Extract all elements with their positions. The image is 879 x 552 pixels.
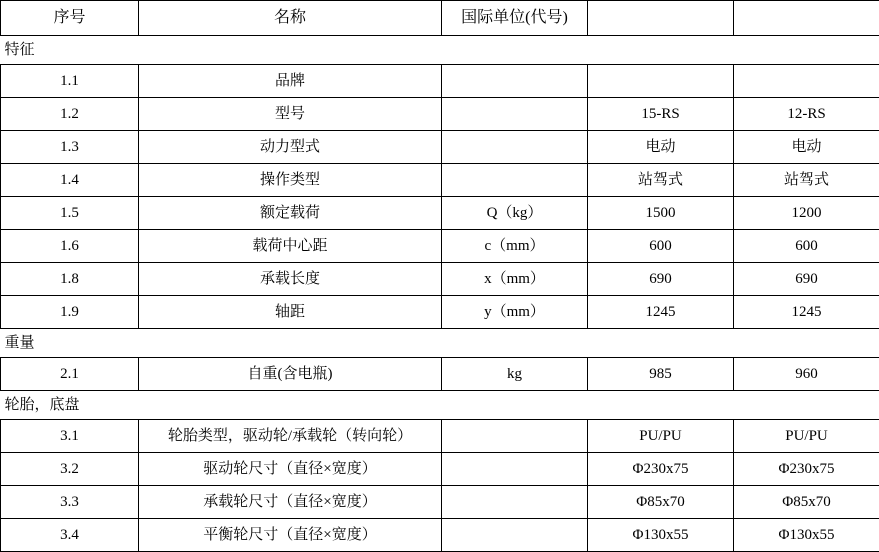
row-no: 3.2 — [1, 453, 139, 486]
row-unit: c（mm） — [442, 230, 588, 263]
row-value-1 — [588, 65, 734, 98]
row-name: 平衡轮尺寸（直径×宽度） — [139, 519, 442, 552]
row-value-1: 690 — [588, 263, 734, 296]
row-unit — [442, 98, 588, 131]
row-value-2: 960 — [734, 358, 879, 391]
row-unit — [442, 453, 588, 486]
row-no: 1.5 — [1, 197, 139, 230]
row-no: 1.8 — [1, 263, 139, 296]
row-no: 1.1 — [1, 65, 139, 98]
row-name: 品牌 — [139, 65, 442, 98]
row-name: 载荷中心距 — [139, 230, 442, 263]
row-name: 承载长度 — [139, 263, 442, 296]
row-no: 3.4 — [1, 519, 139, 552]
row-unit: y（mm） — [442, 296, 588, 329]
row-name: 自重(含电瓶) — [139, 358, 442, 391]
section-label-features: 特征 — [1, 36, 879, 65]
table-row — [1, 453, 879, 486]
row-value-1: 985 — [588, 358, 734, 391]
row-value-1: Φ130x55 — [588, 519, 734, 552]
section-heading-row — [1, 36, 879, 65]
column-header-unit: 国际单位(代号) — [442, 1, 588, 36]
row-unit — [442, 65, 588, 98]
row-no: 1.3 — [1, 131, 139, 164]
table-row — [1, 519, 879, 552]
table-row — [1, 296, 879, 329]
column-header-no: 序号 — [1, 1, 139, 36]
row-value-1: 1245 — [588, 296, 734, 329]
row-value-2: 1200 — [734, 197, 879, 230]
section-label-weight: 重量 — [1, 329, 879, 358]
row-no: 3.1 — [1, 420, 139, 453]
row-value-2 — [734, 65, 879, 98]
row-unit: Q（kg） — [442, 197, 588, 230]
row-name: 承载轮尺寸（直径×宽度） — [139, 486, 442, 519]
row-value-1: 15-RS — [588, 98, 734, 131]
row-value-1: 站驾式 — [588, 164, 734, 197]
row-unit: kg — [442, 358, 588, 391]
row-name: 动力型式 — [139, 131, 442, 164]
table-row — [1, 197, 879, 230]
row-name: 轮胎类型，驱动轮/承载轮（转向轮） — [139, 420, 442, 453]
row-value-2: 600 — [734, 230, 879, 263]
row-no: 3.3 — [1, 486, 139, 519]
row-value-2: 站驾式 — [734, 164, 879, 197]
table-row — [1, 358, 879, 391]
row-value-1: 1500 — [588, 197, 734, 230]
section-heading-row — [1, 391, 879, 420]
row-no: 1.9 — [1, 296, 139, 329]
row-name: 额定载荷 — [139, 197, 442, 230]
row-value-2: 电动 — [734, 131, 879, 164]
table-row — [1, 131, 879, 164]
table-row — [1, 263, 879, 296]
row-value-1: 电动 — [588, 131, 734, 164]
row-no: 2.1 — [1, 358, 139, 391]
row-value-1: Φ85x70 — [588, 486, 734, 519]
row-value-2: 690 — [734, 263, 879, 296]
column-header-name: 名称 — [139, 1, 442, 36]
row-value-2: 1245 — [734, 296, 879, 329]
row-unit: x（mm） — [442, 263, 588, 296]
row-no: 1.6 — [1, 230, 139, 263]
table-row — [1, 98, 879, 131]
row-name: 型号 — [139, 98, 442, 131]
row-value-1: Φ230x75 — [588, 453, 734, 486]
table-row — [1, 486, 879, 519]
table-header-row — [1, 1, 879, 36]
row-value-2: 12-RS — [734, 98, 879, 131]
row-no: 1.2 — [1, 98, 139, 131]
row-unit — [442, 420, 588, 453]
row-no: 1.4 — [1, 164, 139, 197]
row-value-2: Φ230x75 — [734, 453, 879, 486]
row-value-1: PU/PU — [588, 420, 734, 453]
table-row — [1, 420, 879, 453]
section-heading-row — [1, 329, 879, 358]
row-name: 操作类型 — [139, 164, 442, 197]
table-row — [1, 164, 879, 197]
row-value-1: 600 — [588, 230, 734, 263]
row-unit — [442, 486, 588, 519]
row-value-2: Φ85x70 — [734, 486, 879, 519]
row-unit — [442, 519, 588, 552]
row-unit — [442, 131, 588, 164]
row-value-2: Φ130x55 — [734, 519, 879, 552]
row-name: 驱动轮尺寸（直径×宽度） — [139, 453, 442, 486]
row-name: 轴距 — [139, 296, 442, 329]
column-header-model-2 — [734, 1, 879, 36]
row-value-2: PU/PU — [734, 420, 879, 453]
table-row — [1, 65, 879, 98]
column-header-model-1 — [588, 1, 734, 36]
table-row — [1, 230, 879, 263]
row-unit — [442, 164, 588, 197]
section-label-tires-chassis: 轮胎，底盘 — [1, 391, 879, 420]
